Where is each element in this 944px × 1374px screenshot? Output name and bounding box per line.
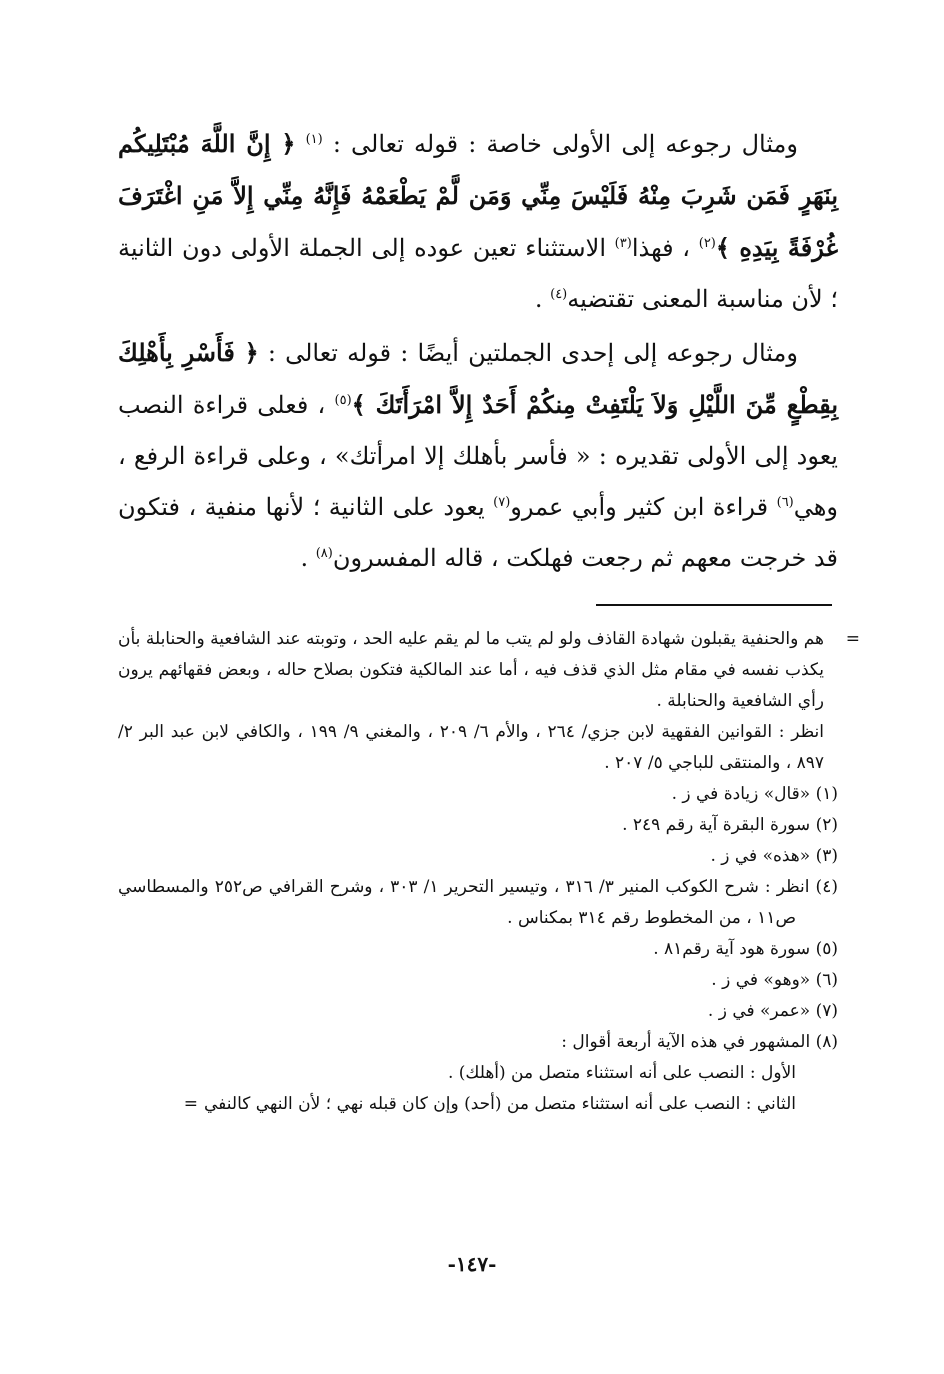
paragraph-1 xyxy=(118,118,838,325)
footnote-8-second-opinion xyxy=(118,1089,838,1120)
page-number: -١٤٧- xyxy=(447,1252,497,1276)
main-text xyxy=(118,118,838,584)
footnote-2: (٢) سورة البقرة آية رقم ٢٤٩ . xyxy=(622,815,838,835)
footnote-ref-5: (٥) xyxy=(334,393,352,408)
quran-verse-1: ﴿ إِنَّ اللَّهَ مُبْتَلِيكُم بِنَهَرٍ فَمَن شَرِبَ مِنْهُ فَلَيْسَ مِنِّي وَمَن لَّمْ يَطْعَمْهُ فَإِنَّهُ مِنِّي إِلاَّ مَنِ اغْتَرَفَ غُرْفَةً بِيَدِهِ ﴾ xyxy=(118,129,838,262)
continuation-reference-text: انظر : القوانين الفقهية لابن جزي/ ٢٦٤ ، والأم ٦/ ٢٠٩ ، والمغني ٩/ ١٩٩ ، والكافي لابن عبد البر ٢/ ٨٩٧ ، والمنتقى للباجي ٥/ ٢٠٧ . xyxy=(118,722,824,773)
footnote-8: (٨) المشهور في هذه الآية أربعة أقوال : xyxy=(561,1032,838,1052)
footnote-ref-8: (٨) xyxy=(315,546,333,561)
footnote-8-first-opinion: الأول : النصب على أنه استثناء متصل من (أهلك) . xyxy=(447,1063,796,1083)
footnote-ref-2: (٢) xyxy=(698,236,716,251)
footnote-ref-4: (٤) xyxy=(550,287,568,302)
paragraph-2-mid: ، فعلى قراءة النصب يعود إلى الأولى تقديره : « فأسر بأهلك إلا امرأتك» ، وعلى قراءة الرفع ، وهي xyxy=(118,391,838,521)
continues-marker: = xyxy=(183,1094,198,1114)
footnote-ref-7: (٧) xyxy=(493,495,511,510)
quran-verse-2: ﴿ فَأَسْرِ بِأَهْلِكَ بِقِطْعٍ مِّنَ اللَّيْلِ وَلاَ يَلْتَفِتْ مِنكُمْ أَحَدٌ إِلاَّ امْرَأَتَكَ ﴾ xyxy=(118,338,839,419)
paragraph-1-end: . xyxy=(534,285,551,313)
footnote-5: (٥) سورة هود آية رقم٨١ . xyxy=(653,939,838,959)
paragraph-2-intro: ومثال رجوعه إلى إحدى الجملتين أيضًا : قوله تعالى : xyxy=(258,339,798,367)
footnote-1: (١) «قال» زيادة في ز . xyxy=(671,784,838,804)
paragraph-2 xyxy=(118,327,838,584)
paragraph-2-rest: يعود على الثانية ؛ لأنها منفية ، فتكون قد خرجت معهم ثم رجعت فهلكت ، قاله المفسرون xyxy=(118,493,838,572)
footnote-3: (٣) «هذه» في ز . xyxy=(710,846,838,866)
paragraph-2-mid2: قراءة ابن كثير وأبي عمرو xyxy=(510,493,777,521)
footnote-separator xyxy=(596,604,832,606)
paragraph-1-rest: الاستثناء تعين عوده إلى الجملة الأولى دون الثانية ؛ لأن مناسبة المعنى تقتضيه xyxy=(118,234,838,313)
footnote-ref-3: (٣) xyxy=(614,236,632,251)
footnote-continuation-reference xyxy=(118,717,838,779)
footnote-ref-6: (٦) xyxy=(776,495,794,510)
second-opinion-text: الثاني : النصب على أنه استثناء متصل من (أحد) وإن كان قبله نهي ؛ لأن النهي كالنفي xyxy=(203,1094,796,1114)
footnote-continuation xyxy=(118,624,860,717)
footnote-7: (٧) «عمر» في ز . xyxy=(707,1001,838,1021)
continuation-marker: = xyxy=(845,629,860,649)
continuation-text: هم والحنفية يقبلون شهادة القاذف ولو لم يتب ما لم يقم عليه الحد ، وتوبته عند الشافعية والحنابلة بأن يكذب نفسه في مقام مثل الذي قذف فيه ، أما عند المالكية فتكون بصلاح حاله ، وبعض فقهائهم يرون رأي الشافعية والحنابلة . xyxy=(118,629,824,711)
paragraph-1-mid: ، فهذا xyxy=(631,234,699,262)
footnote-6: (٦) «وهو» في ز . xyxy=(711,970,838,990)
paragraph-2-end: . xyxy=(300,544,316,572)
paragraph-1-intro: ومثال رجوعه إلى الأولى خاصة : قوله تعالى : xyxy=(322,130,799,158)
footnote-ref-1: (١) xyxy=(305,132,323,147)
footnote-4: (٤) انظر : شرح الكوكب المنير ٣/ ٣١٦ ، وتيسير التحرير ١/ ٣٠٣ ، وشرح القرافي ص٢٥٢ والمسطاسي ص١١ ، من المخطوط رقم ٣١٤ بمكناس . xyxy=(118,877,838,928)
footnotes-section xyxy=(118,624,860,1120)
